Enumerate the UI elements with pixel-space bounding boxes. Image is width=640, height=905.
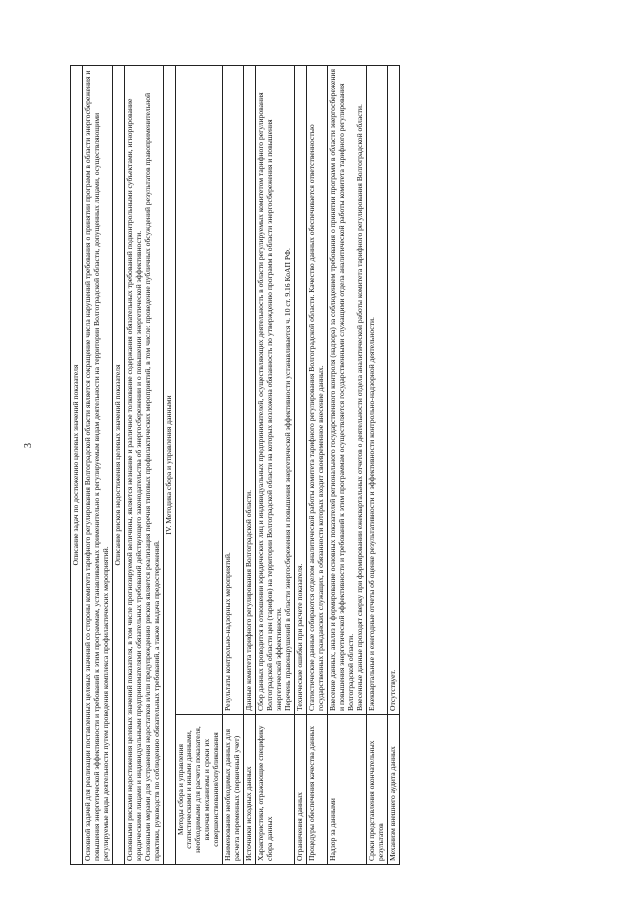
row-value: Отсутствует.	[387, 66, 399, 715]
row-label: Процедуры обеспечения качества данных	[306, 715, 327, 865]
method-column-header-2	[175, 66, 223, 715]
method-title: IV. Методика сбора и управления данными	[163, 66, 175, 865]
row-value: Данные комитета тарифного регулирования Волгоградской области.	[244, 66, 256, 715]
row-label: Характеристики, отражающие специфику сбора данных	[256, 715, 295, 865]
goals-text: Основной задачей для реализации поставленных целевых значений со стороны комитета тарифного регулирования Волгоградской области является сокращение числа нарушений требования о принятии программ в области энергосбережения и повышения энергетической эффективности и требований к этим программам, устанавливаемых применительно к регулируемым видам деятельности на территории Волгоградской области, допущенных лицами, осуществляющими регулируемые виды деятельности путем проведения комплекса профилактических мероприятий.	[82, 66, 112, 865]
table-row	[223, 66, 244, 865]
table-row	[306, 66, 327, 865]
indicator-table	[70, 65, 400, 865]
row-label: Сроки представления окончательных результатов	[366, 715, 387, 865]
document-sheet	[70, 65, 560, 865]
row-label: Наименование необходимых данных для расчета переменных (первичный учет)	[223, 715, 244, 865]
row-label: Механизм внешнего аудита данных	[387, 715, 399, 865]
method-column-header: Методы сбора и управления статистическими и иными данными, необходимыми для расчета показателя, включая механизмы и сроки их совершенствования/опубликования	[175, 715, 223, 865]
row-value: Ежеквартальные и ежегодные отчеты об оценке результативности и эффективности контрольно-надзорной деятельности.	[366, 66, 387, 715]
row-value: Результаты контрольно-надзорных мероприятий.	[223, 66, 244, 715]
row-label: Ограничения данных	[294, 715, 306, 865]
row-label: Надзор за данными	[327, 715, 366, 865]
row-value: Сбор данных проводится в отношении юридических лиц и индивидуальных предпринимателей, осуществляющих деятельность в области регулируемых комитетом тарифного регулирования Волгоградской области цен (тарифов) на территории Волгоградской области на которых возложена обязанность по утверждению программ в области энергосбережения и повышения энергетической эффективности. Перечень правонарушений в области энергосбережения и повышения энергетической эффективности устанавливается ч. 10 ст. 9.16 КоАП РФ.	[256, 66, 295, 715]
row-label: Источники исходных данных	[244, 715, 256, 865]
table-row	[366, 66, 387, 865]
row-value: Технические ошибки при расчете показателя.	[294, 66, 306, 715]
risks-paragraph-1: Основными рисками недостижения целевых значений показателя, в том числе прогнозируемой величины, является незнание и различное толкование содержания обязательных требований подконтрольными субъектами, игнорирование юридическими лицами и индивидуальными предпринимателями обязательных требований действующего законодательства об энергосбережении и о повышении энергетической эффективности.	[124, 98, 143, 861]
table-row	[244, 66, 256, 865]
risks-title: Описание рисков недостижения целевых значений показателя	[112, 66, 124, 865]
page-number: 3	[23, 443, 34, 448]
table-row	[327, 66, 366, 865]
table-row	[294, 66, 306, 865]
row-value: Внесение данных, анализ и формирование основных показателей регионального государственного контроля (надзора) за соблюдением требования о принятии программ в области энергосбережения и повышения энергетической эффективности и требований к этим программам осуществляется государственными служащими отдела аналитической работы комитета тарифного регулирования Волгоградской области. Внесенные данные проходят сверку при формировании ежеквартальных отчетов о деятельности отдела аналитической работы комитета тарифного регулирования Волгоградской области.	[327, 66, 366, 715]
row-value: Статистические данные собираются отделом аналитической работы комитета тарифного регулирования Волгоградской области. Качество данных обеспечивается ответственностью государственных гражданских служащих, в обязанности которых входит своевременное внесение данных.	[306, 66, 327, 715]
table-row	[256, 66, 295, 865]
risks-text	[124, 66, 163, 865]
table-row	[387, 66, 399, 865]
risks-paragraph-2: Основными мерами для устранения недостатков и/или предупреждению рисков является реализация перечня типовых профилактических мероприятий, в том числе: проведение публичных обсуждений результатов правоприменительной практики, руководств по соблюдению обязательных требований, а также выдача предостережений.	[142, 92, 161, 861]
goals-title: Описание задач по достижению целевых значений показателя	[71, 66, 83, 865]
